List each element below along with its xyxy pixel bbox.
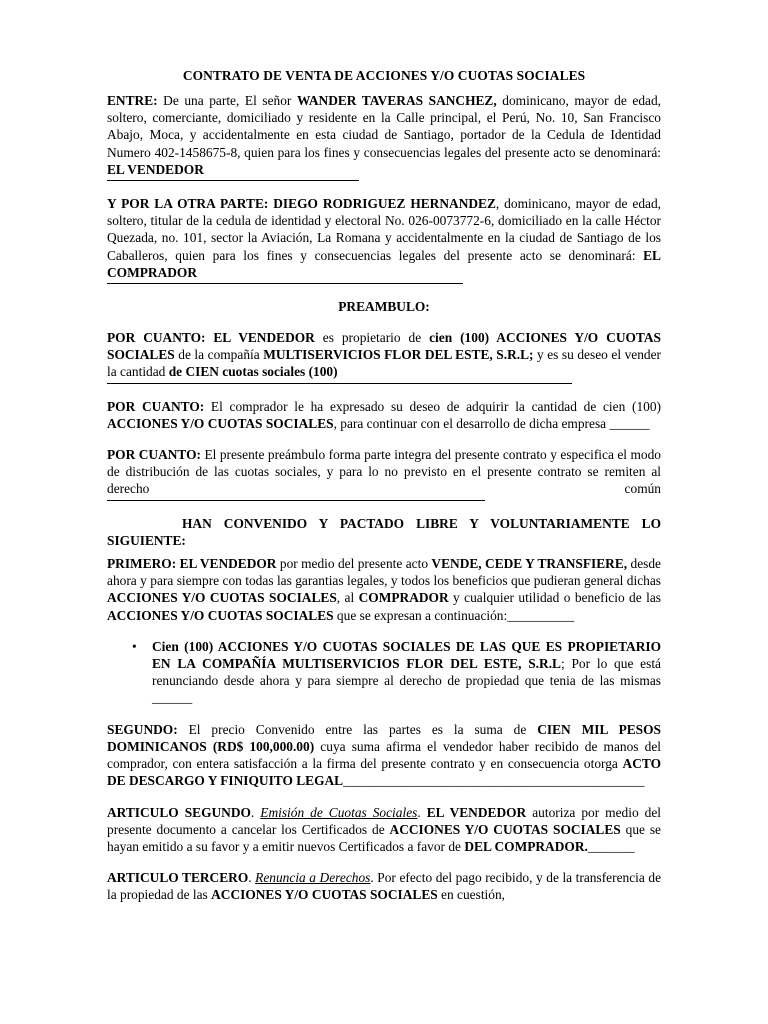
otra-parte-text: , dominicano, mayor de edad, soltero, titular de la cedula de identidad y electoral No. 026-0073772-6, domiciliado en la calle Héctor Quezada, no. 101, sector la Aviación, La Romana y accidentalmente en la ciudad de Santiago de los Caballeros, quien para los fines y consecuencias legales del presente acto se denominará:	[107, 196, 661, 263]
text: desde ahora y para siempre con todas las garantias legales, y todos los beneficios que pudieran general dichas	[107, 556, 662, 589]
text: que se hayan emitido a su favor y a emitir nuevos Certificados a favor de	[107, 821, 661, 854]
text: _______	[587, 838, 635, 854]
bold-text: de CIEN cuotas sociales (100)	[168, 364, 338, 380]
otra-parte-label: Y POR LA OTRA PARTE: DIEGO RODRIGUEZ HERNANDEZ	[107, 196, 496, 212]
bullet-icon: •	[132, 638, 137, 654]
paragraph-por-cuanto-3	[107, 446, 661, 498]
articulo-label: ARTICULO SEGUNDO	[107, 804, 251, 820]
text: , al	[336, 590, 359, 606]
bold-text: cien (100) ACCIONES Y/O CUOTAS SOCIALES	[107, 330, 661, 363]
bold-text: ACTO DE DESCARGO Y FINIQUITO LEGAL	[107, 756, 661, 789]
text: _____________________________________________	[343, 773, 645, 789]
buyer-role: EL COMPRADOR	[107, 247, 661, 280]
text: El comprador le ha expresado su deseo de adquirir la cantidad de cien (100)	[204, 398, 661, 414]
paragraph-por-cuanto-2	[107, 398, 661, 432]
bold-text: ACCIONES Y/O CUOTAS SOCIALES	[107, 607, 334, 623]
convenido-text: HAN CONVENIDO Y PACTADO LIBRE Y VOLUNTARIAMENTE LO SIGUIENTE:	[107, 515, 661, 548]
paragraph-por-cuanto-1	[107, 329, 661, 384]
text: , para continuar con el desarrollo de dicha empresa ______	[333, 415, 650, 431]
text: El presente preámbulo forma parte integra del presente contrato y especifica el modo de distribución de las cuotas sociales, y para lo no previsto en el presente contrato se remiten al derecho común	[107, 447, 661, 497]
company-name: MULTISERVICIOS FLOR DEL ESTE, S.R.L;	[263, 347, 534, 363]
text: de la compañía	[174, 347, 264, 363]
paragraph-primero	[107, 555, 661, 624]
paragraph-articulo-tercero	[107, 869, 661, 903]
text: y cualquier utilidad o beneficio de las	[448, 590, 661, 606]
text: autoriza por medio del presente documento a cancelar los Certificados de	[107, 804, 661, 837]
text: .	[248, 870, 256, 886]
bold-text: VENDE, CEDE Y TRANSFIERE,	[431, 556, 628, 572]
text: en cuestión,	[437, 887, 506, 903]
segundo-label: SEGUNDO:	[107, 721, 178, 737]
text: .	[250, 804, 261, 820]
articulo-subtitle: Emisión de Cuotas Sociales	[260, 804, 418, 820]
bold-text: EL VENDEDOR	[426, 804, 527, 820]
paragraph-segundo	[107, 721, 661, 790]
entre-text-2: dominicano, mayor de edad, soltero, comerciante, domiciliado y residente en la Calle principal, el Perú, No. 10, San Francisco Abajo, Moca, y accidentalmente en esta ciudad de Santiago, portador de la Cedula de Identidad Numero 402-1458675-8, quien para los fines y consecuencias legales del presente acto se denominará:	[107, 93, 662, 160]
underline-rule	[107, 500, 485, 501]
seller-role: EL VENDEDOR	[107, 161, 204, 177]
preambulo-heading: PREAMBULO:	[338, 299, 430, 315]
text: que se expresan a continuación:__________	[333, 607, 575, 623]
entre-text-1: De una parte, El señor	[157, 93, 297, 108]
bold-text: COMPRADOR	[358, 590, 449, 606]
underline-rule	[107, 180, 359, 181]
price-amount: CIEN MIL PESOS DOMINICANOS (RD$ 100,000.00)	[107, 721, 661, 754]
contract-page	[107, 68, 661, 918]
paragraph-articulo-segundo	[107, 804, 661, 856]
underline-rule	[107, 383, 572, 384]
paragraph-entre	[107, 92, 661, 181]
text: es propietario de	[314, 330, 430, 346]
bold-text: ACCIONES Y/O CUOTAS SOCIALES	[107, 415, 334, 431]
bold-text: ACCIONES Y/O CUOTAS SOCIALES	[389, 821, 621, 837]
paragraph-otra-parte	[107, 195, 661, 284]
primero-label: PRIMERO: EL VENDEDOR	[107, 556, 277, 572]
text: por medio del presente acto	[276, 556, 432, 572]
por-cuanto-label: POR CUANTO:	[107, 398, 205, 414]
document-title: CONTRATO DE VENTA DE ACCIONES Y/O CUOTAS SOCIALES	[182, 68, 586, 83]
text: El precio Convenido entre las partes es la suma de	[177, 721, 538, 737]
text: ; Por lo que está renunciando desde ahora y para siempre al derecho de propiedad que tenia de las mismas ______	[152, 656, 661, 706]
list-item	[107, 638, 661, 707]
bold-text: DEL COMPRADOR.	[464, 838, 588, 854]
articulo-label: ARTICULO TERCERO	[107, 870, 249, 886]
bold-text: ACCIONES Y/O CUOTAS SOCIALES	[107, 590, 337, 606]
bold-text: ACCIONES Y/O CUOTAS SOCIALES	[211, 887, 438, 903]
text: . Por efecto del pago recibido, y de la transferencia de la propiedad de las	[107, 870, 662, 903]
por-cuanto-label: POR CUANTO:	[107, 447, 201, 463]
seller-name: WANDER TAVERAS SANCHEZ,	[296, 93, 497, 108]
articulo-subtitle: Renuncia a Derechos	[255, 870, 371, 886]
por-cuanto-label: POR CUANTO: EL VENDEDOR	[107, 330, 315, 346]
text: .	[417, 804, 427, 820]
entre-label: ENTRE:	[107, 93, 158, 108]
convenido-heading	[107, 515, 661, 549]
bold-text: Cien (100) ACCIONES Y/O CUOTAS SOCIALES DE LAS QUE ES PROPIETARIO EN LA COMPAÑÍA MULTISERVICIOS FLOR DEL ESTE, S.R.L	[152, 638, 661, 672]
underline-rule	[107, 283, 463, 284]
text: y es su deseo el vender la cantidad	[107, 347, 662, 380]
text: cuya suma afirma el vendedor haber recibido de manos del comprador, con entera satisfacción a la firma del presente contrato y en consecuencia otorga	[107, 738, 661, 772]
bullet-list	[107, 638, 661, 707]
